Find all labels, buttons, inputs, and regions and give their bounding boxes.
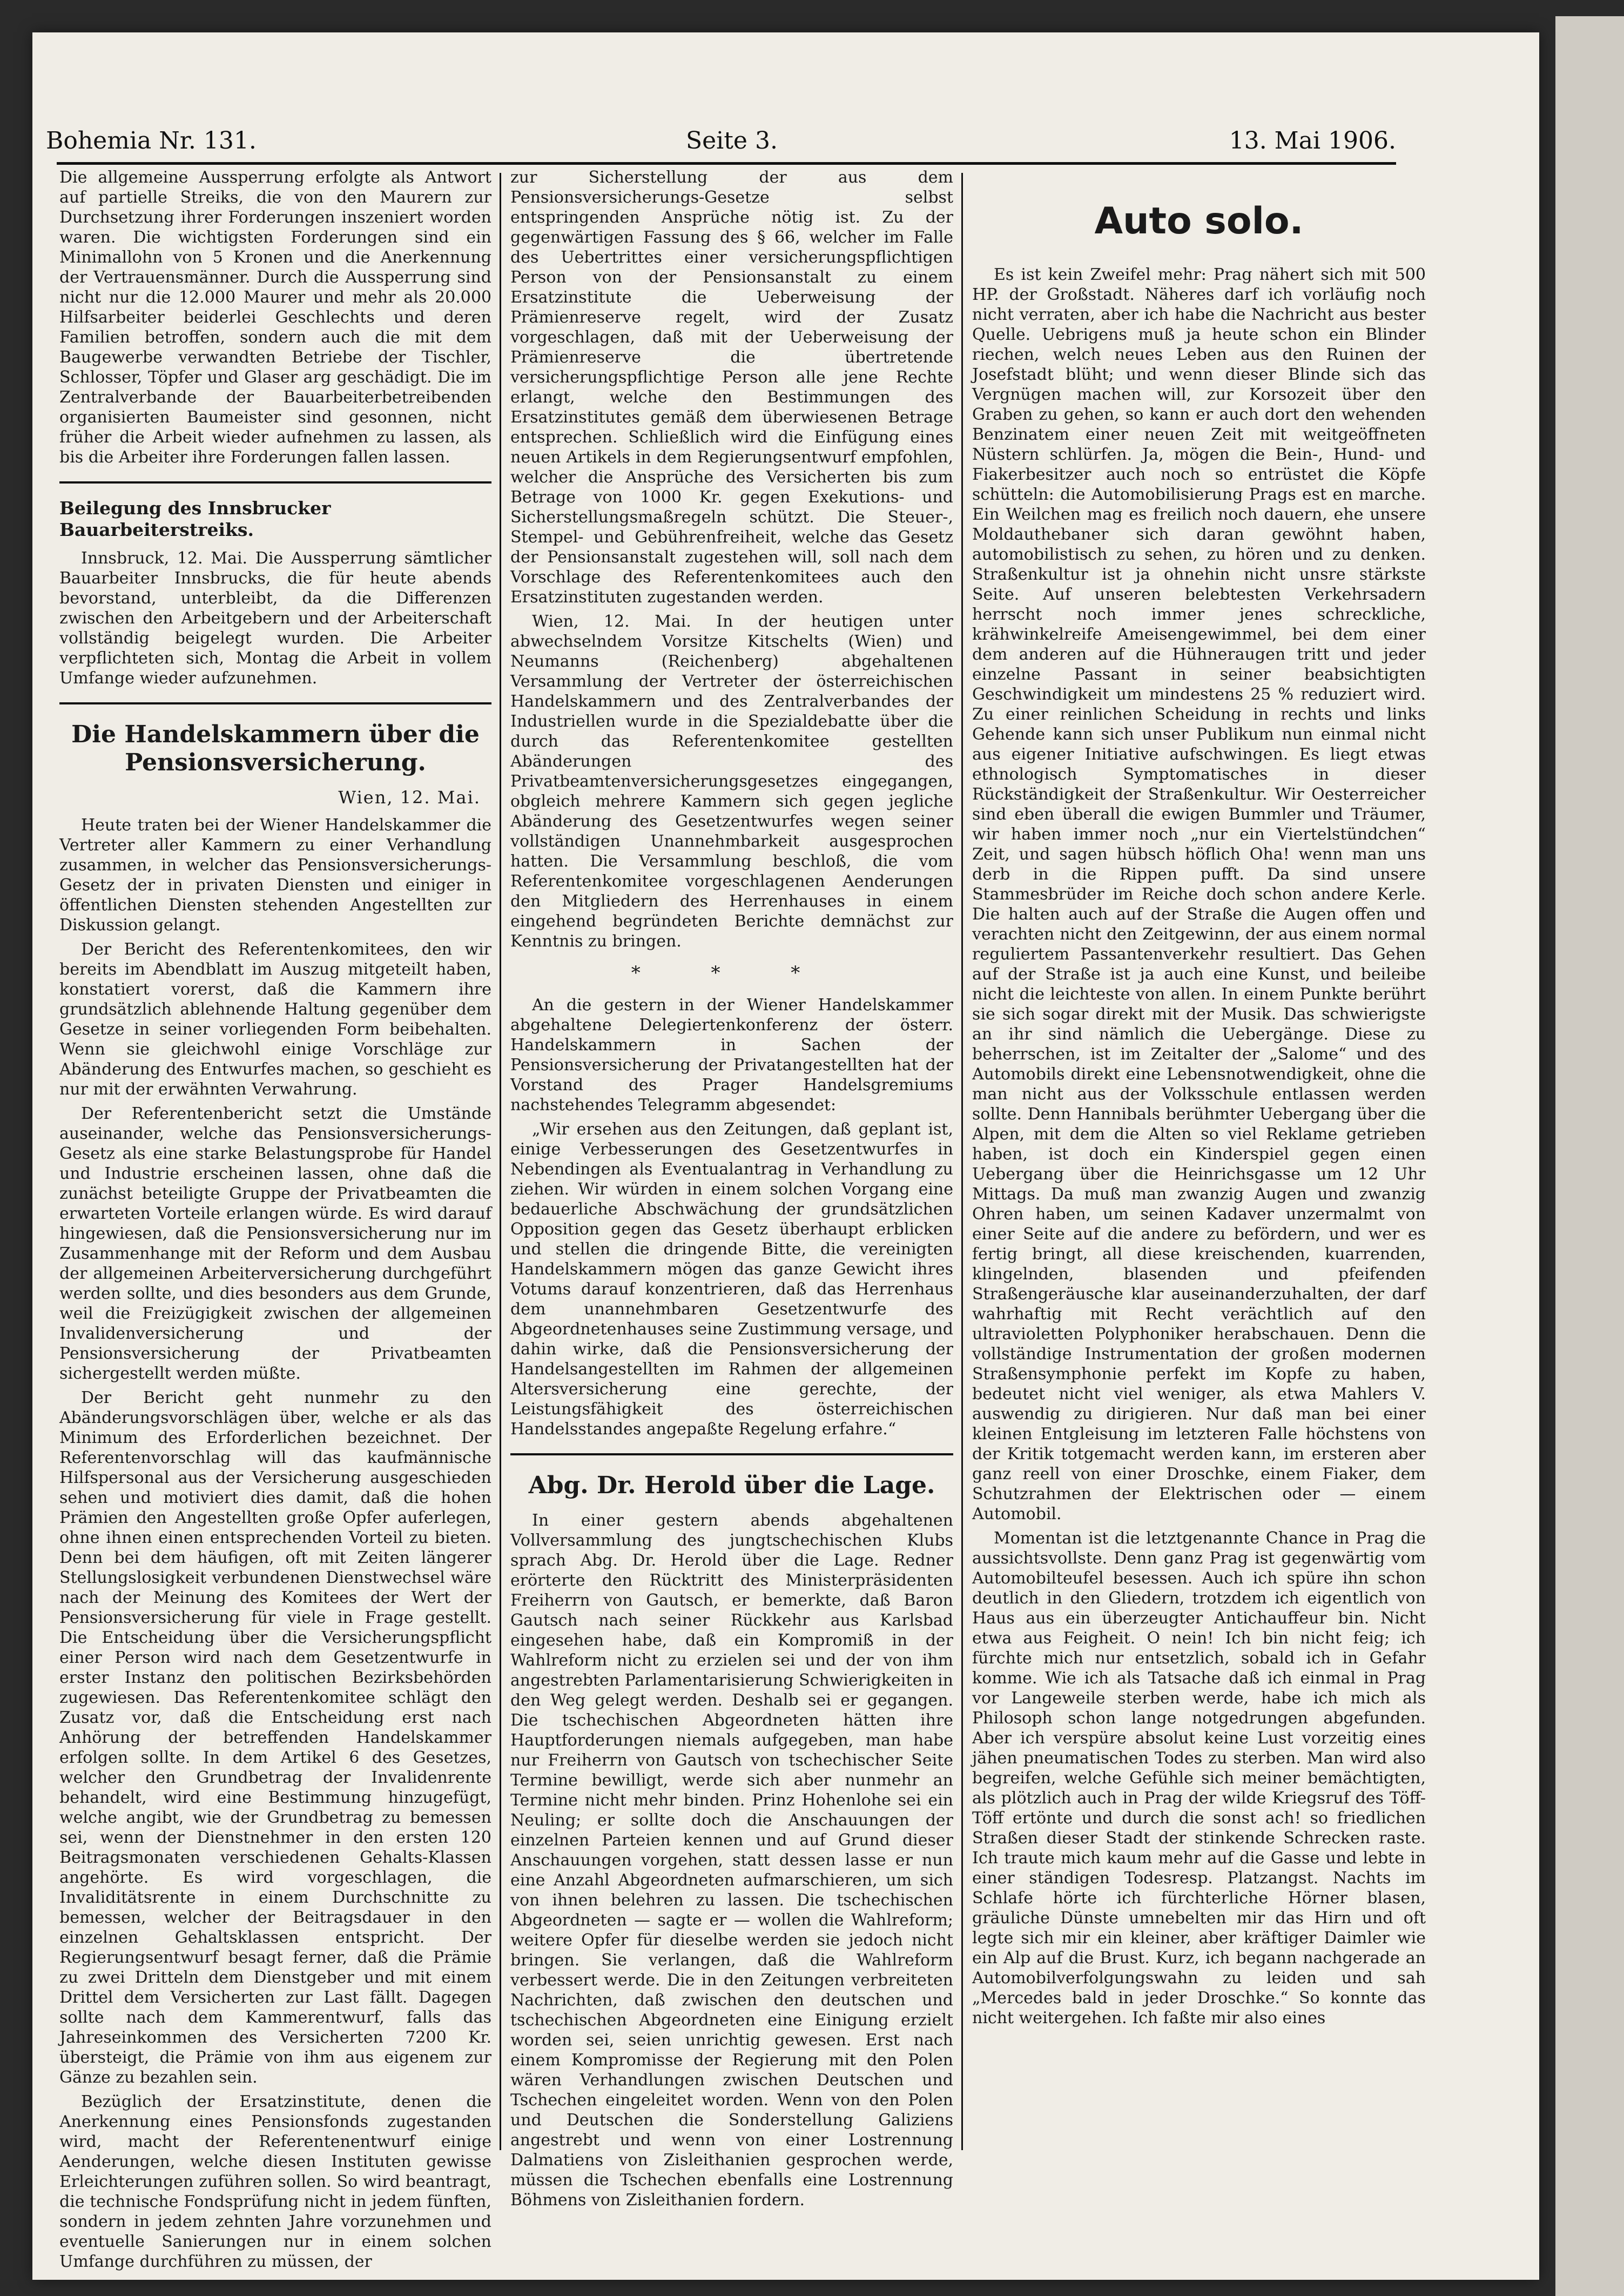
header-rule — [57, 162, 1396, 165]
article-text: Innsbruck, 12. Mai. Die Aussperrung sämtlicher Bauarbeiter Innsbrucks, die für heute abends bevorstand, unterbleibt, da die Differenzen zwischen den Arbeitgebern und der Arbeiterschaft vollständig beigelegt wurden. Die Arbeiter verpflichteten sich, Montag die Arbeit in vollem Umfange wieder aufzunehmen. — [59, 549, 491, 688]
article-text: zur Sicherstellung der aus dem Pensionsversicherungs-Gesetze selbst entspringenden Ansprüche nötig ist. Zu der gegenwärtigen Fassung des § 66, welcher im Falle des Uebertrittes einer versicherungspflichtigen Person von der Pensionsanstalt zu einem Ersatzinstitute die Ueberweisung der Prämienreserve regelt, wird der Zusatz vorgeschlagen, daß mit der Ueberweisung der Prämienreserve die übertretende versicherungspflichtige Person alle jene Rechte erlangt, welche den Bestimmungen des Ersatzinstitutes gemäß dem überwiesenen Betrage entsprechen. Schließlich wird die Einfügung eines neuen Artikels in dem Regierungsentwurf empfohlen, welcher die Ansprüche des Versicherten bis zum Betrage von 1000 Kr. gegen Exekutions- und Sicherstellungsmaßregeln schützt. Die Steuer-, Stempel- und Gebührenfreiheit, welche das Gesetz der Pensionsanstalt zugestehen will, soll nach dem Vorschlage des Referentenkomitees auch den Ersatzinstituten zugestanden werden. — [510, 168, 953, 607]
article-heading: Die Handelskammern über die Pensionsversicherung. — [71, 721, 480, 776]
page-header — [46, 116, 1396, 159]
adjacent-page-strip — [1555, 16, 1624, 2296]
article-text: Die allgemeine Aussperrung erfolgte als Antwort auf partielle Streiks, die von den Maurern zur Durchsetzung ihrer Forderungen inszeniert worden waren. Die wichtigsten Forderungen sind ein Minimallohn von 5 Kronen und die Anerkennung der Vertrauensmänner. Durch die Aussperrung sind nicht nur die 12.000 Maurer und mehr als 20.000 Hilfsarbeiter beiderlei Geschlechts und deren Familien betroffen, sondern auch die mit dem Baugewerbe verwandten Betriebe der Tischler, Schlosser, Töpfer und Glaser arg geschädigt. Die im Zentralverbande der Bauarbeiterbetreibenden organisierten Baumeister sind gesonnen, nicht früher die Arbeit wieder aufnehmen zu lassen, als bis die Arbeiter ihre Forderungen fallen lassen. — [59, 168, 491, 467]
section-stars: * * * — [631, 962, 833, 984]
article-text: Heute traten bei der Wiener Handelskammer die Vertreter aller Kammern zu einer Verhandlung zusammen, in welcher das Pensionsversicherungs-Gesetz der in privaten Diensten und einiger in öffentlichen Diensten stehenden Angestellten zur Diskussion gelangt. — [59, 816, 491, 935]
article-heading: Beilegung des Innsbrucker Bauarbeiterstreiks. — [59, 498, 331, 540]
column-1 — [59, 167, 491, 2271]
article-text: Es ist kein Zweifel mehr: Prag nähert sich mit 500 HP. der Großstadt. Näheres darf ich vorläufig noch nicht verraten, aber ich habe die Nachricht aus bester Quelle. Uebrigens muß ja heute schon ein Blinder riechen, welch neues Leben aus den Ruinen der Josefstadt blüht; und wenn dieser Blinde sich das Vergnügen machen will, zur Korsozeit über den Graben zu gehen, so kann er auch dort den wehenden Benzinatem einer neuen Zeit mit weitgeöffneten Nüstern schlürfen. Ja, mögen die Bein-, Hund- und Fiakerbesitzer auch noch so entrüstet die Köpfe schütteln: die Automobilisierung Prags est en marche. Ein Weilchen mag es freilich noch dauern, ehe unsere Moldauthebaner sich daran gewöhnt haben, automobilistisch zu sehen, zu hören und zu denken. Straßenkultur ist ja ohnehin nicht unsre stärkste Seite. Auf unseren belebtesten Verkehrsadern herrscht noch immer jenes schreckliche, krähwinkelreife Ameisengewimmel, bei dem einer dem anderen auf die Hühneraugen tritt und jeder einzelne Passant in seiner beabsichtigten Geschwindigkeit um mindestens 25 % reduziert wird. Zu einer reinlichen Scheidung in rechts und links Gehende kann sich unser Publikum nun einmal nicht aus eigener Initiative aufschwingen. Es liegt etwas ethnologisch Symptomatisches in dieser Rückständigkeit der Straßenkultur. Wir Oesterreicher sind eben überall die ewigen Bummler und Träumer, wir haben immer noch „nur ein Viertelstündchen“ Zeit, und sagen hübsch höflich Oha! wenn man uns derb in die Rippen pufft. Da sind unsere Stammesbrüder im Reiche doch schon andere Kerle. Die halten auch auf der Straße die Augen offen und verachten nicht den Zeitgewinn, der aus einem normal reguliertem Passantenverkehr resultiert. Das Gehen auf der Straße ist ja auch eine Kunst, und beileibe nicht die leichteste von allen. In einem Punkte berührt sie sich sogar direkt mit der Musik. Das schwierigste an ihr sind nämlich die Uebergänge. Diese zu beherrschen, ist im Zeitalter der „Salome“ und des Automobils direkt eine Lebensnotwendigkeit, ohne die man nicht aus der Volksschule entlassen werden sollte. Denn Hannibals berühmter Uebergang über die Alpen, mit dem die Alten so viel Reklame getrieben haben, ist doch ein Kinderspiel gegen einen Uebergang über die Heinrichsgasse um 12 Uhr Mittags. Da muß man zwanzig Augen und zwanzig Ohren haben, um seinen Kadaver unzermalmt von einer Seite auf die andere zu befördern, und wer es fertig bringt, all diese kreischenden, kuarrenden, klingelnden, blasenden und pfeifenden Straßengeräusche klar auseinanderzuhalten, der darf wahrhaftig mit Recht verächtlich auf den ultravioletten Polyphoniker herabschauen. Denn die vollständige Instrumentation der großen modernen Straßensymphonie perfekt im Kopfe zu haben, bedeutet nicht viel weniger, als etwa Mahlers V. auswendig zu dirigieren. Nur daß man bei einer kleinen Entgleisung im letzteren Falle höchstens von der Kritik totgemacht werden kann, im ersteren aber ganz reell von einer Droschke, einem Fiaker, dem Schutzrahmen der Elektrischen oder — einem Automobil. — [972, 265, 1426, 1523]
feuilleton-title: Auto solo. — [1094, 200, 1304, 243]
column-3 — [972, 167, 1426, 2156]
article-heading: Abg. Dr. Herold über die Lage. — [528, 1472, 935, 1499]
article-separator — [59, 481, 491, 484]
article-separator — [59, 702, 491, 704]
article-separator — [510, 1453, 953, 1455]
article-text: Der Bericht geht nunmehr zu den Abänderungsvorschlägen über, welche er als das Minimum des Erforderlichen bezeichnet. Der Referentenvorschlag will das kaufmännische Hilfspersonal aus der Versicherung ausgeschieden sehen und motiviert dies damit, daß die hohen Prämien den Angestellten große Opfer auferlegen, ohne ihnen einen entsprechenden Vorteil zu bieten. Denn bei dem häufigen, oft mit Zeiten längerer Stellungslosigkeit verbundenen Dienstwechsel wäre nach der Meinung des Komitees der Wert der Pensionsversicherung für viele in Frage gestellt. Die Entscheidung über die Versicherungspflicht einer Person wird nach dem Gesetzentwurfe in erster Instanz den politischen Bezirksbehörden zugewiesen. Das Referentenkomitee schlägt den Zusatz vor, daß die Entscheidung erst nach Anhörung der betreffenden Handelskammer erfolgen sollte. In dem Artikel 6 des Gesetzes, welcher den Grundbetrag der Invalidenrente behandelt, wird eine Bestimmung hinzugefügt, welche angibt, wie der Grundbetrag zu bemessen sei, wenn der Dienstnehmer in den ersten 120 Beitragsmonaten verschiedenen Gehalts-Klassen angehörte. Es wird vorgeschlagen, die Invaliditätsrente in einem Durchschnitte zu bemessen, welcher der Beitragsdauer in den einzelnen Gehaltsklassen entspricht. Der Regierungsentwurf besagt ferner, daß die Prämie zu zwei Dritteln dem Dienstgeber und mit einem Drittel dem Versicherten zur Last fällt. Dagegen sollte nach dem Kammerentwurf, falls das Jahreseinkommen des Versicherten 7200 Kr. übersteigt, die Prämie von ihm aus eigenem zur Gänze zu bezahlen sein. — [59, 1388, 491, 2087]
column-divider-2 — [961, 173, 963, 2150]
article-text: An die gestern in der Wiener Handelskammer abgehaltene Delegiertenkonferenz der österr. Handelskammern in Sachen der Pensionsversicherung der Privatangestellten hat der Vorstand des Prager Handelsgremiums nachstehendes Telegramm abgesendet: — [510, 996, 953, 1115]
header-page-number: Seite 3. — [686, 127, 778, 155]
article-text: Wien, 12. Mai. In der heutigen unter abwechselndem Vorsitze Kitschelts (Wien) und Neumanns (Reichenberg) abgehaltenen Versammlung der Vertreter der österreichischen Handelskammern und des Zentralverbandes der Industriellen wurde in die Spezialdebatte über die durch das Referentenkomitee gestellten Abänderungen des Privatbeamtenversicherungsgesetzes eingegangen, obgleich mehrere Kammern sich gegen jegliche Abänderung des Gesetzentwurfes wegen seiner vollständigen Unannehmbarkeit ausgesprochen hatten. Die Versammlung beschloß, die vom Referentenkomitee vorgeschlagenen Aenderungen den Mitgliedern des Herrenhauses in einem eingehend begründeten Berichte demnächst zur Kenntnis zu bringen. — [510, 612, 953, 951]
dateline: Wien, 12. Mai. — [338, 787, 481, 808]
column-2 — [510, 167, 953, 2210]
article-text: „Wir ersehen aus den Zeitungen, daß geplant ist, einige Verbesserungen des Gesetzentwurfes in Nebendingen als Eventualantrag in Verhandlung zu ziehen. Wir würden in einem solchen Vorgang eine bedauerliche Abschwächung der grundsätzlichen Opposition gegen das Gesetz überhaupt erblicken und stellen die dringende Bitte, die vereinigten Handelskammern mögen das ganze Gewicht ihres Votums darauf konzentrieren, daß das Herrenhaus dem unannehmbaren Gesetzentwurfe des Abgeordnetenhauses seine Zustimmung versage, und dahin wirke, daß die Pensionsversicherung der Handelsangestellten im Rahmen der allgemeinen Altersversicherung eine gerechte, der Leistungsfähigkeit des österreichischen Handelsstandes angepaßte Regelung erfahre.“ — [510, 1120, 953, 1439]
article-text: Der Referentenbericht setzt die Umstände auseinander, welche das Pensionsversicherungs-Gesetz als eine starke Belastungsprobe für Handel und Industrie erscheinen lassen, ohne daß die zunächst beteiligte Gruppe der Privatbeamten die erwarteten Vorteile erlangen würde. Es wird darauf hingewiesen, daß die Pensionsversicherung nur im Zusammenhange mit der Reform und dem Ausbau der allgemeinen Arbeiterversicherung durchgeführt werden sollte, und dies besonders aus dem Grunde, weil die Freizügigkeit zwischen der allgemeinen Invalidenversicherung und der Pensionsversicherung der Privatbeamten sichergestellt werden müßte. — [59, 1104, 491, 1383]
header-masthead: Bohemia Nr. 131. — [46, 127, 257, 155]
article-text: Momentan ist die letztgenannte Chance in Prag die aussichtsvollste. Denn ganz Prag ist gegenwärtig vom Automobilteufel besessen. Auch ich spüre ihn schon deutlich in den Gliedern, trotzdem ich eigentlich von Haus aus ein überzeugter Antichauffeur bin. Nicht etwa aus Feigheit. O nein! Ich bin nicht feig; ich fürchte mich nur entsetzlich, sobald ich in Gefahr komme. Wie ich als Tatsache daß ich einmal in Prag vor Langeweile sterben werde, habe ich mich als Philosoph schon lange notgedrungen abgefunden. Aber ich verspüre absolut keine Lust vorzeitig eines jähen pneumatischen Todes zu sterben. Man wird also begreifen, welche Gefühle sich meiner bemächtigten, als plötzlich auch in Prag der wilde Kriegsruf des Töff-Töff ertönte und durch die sonst ach! so friedlichen Straßen dieser Stadt der stinkende Schrecken raste. Ich traute mich kaum mehr auf die Gasse und lebte in einer ständigen Todesresp. Platzangst. Nachts im Schlafe hörte ich fürchterliche Hörner blasen, gräuliche Dünste umnebelten mir das Hirn und oft legte sich mir ein kleiner, aber kräftiger Daimler wie ein Alp auf die Brust. Kurz, ich begann nachgerade an Automobilverfolgungswahn zu leiden und sah „Mercedes bald in jeder Droschke.“ So konnte das nicht weitergehen. Ich faßte mir also eines — [972, 1529, 1426, 2028]
article-text: Der Bericht des Referentenkomitees, den wir bereits im Abendblatt im Auszug mitgeteilt haben, konstatiert vorerst, daß die Kammern ihre grundsätzlich ablehnende Haltung gegenüber dem Gesetze in seiner vorliegenden Form beibehalten. Wenn sie gleichwohl einige Vorschläge zur Abänderung des Entwurfes machen, so geschieht es nur mit der erwähnten Verwahrung. — [59, 940, 491, 1099]
header-date: 13. Mai 1906. — [1229, 127, 1396, 155]
article-text: Bezüglich der Ersatzinstitute, denen die Anerkennung eines Pensionsfonds zugestanden wird, macht der Referentenentwurf einige Aenderungen, welche diesen Instituten gewisse Erleichterungen zuführen sollen. So wird beantragt, die technische Fondsprüfung nicht in jedem fünften, sondern in jedem zehnten Jahre vorzunehmen und eventuelle Sanierungen nur in einem solchen Umfange durchführen zu müssen, der — [59, 2092, 491, 2271]
column-divider-1 — [500, 173, 501, 2150]
article-text: In einer gestern abends abgehaltenen Vollversammlung des jungtschechischen Klubs sprach Abg. Dr. Herold über die Lage. Redner erörterte den Rücktritt des Ministerpräsidenten Freiherrn von Gautsch, er bemerkte, daß Baron Gautsch nach seiner Rückkehr aus Karlsbad eingesehen habe, daß ein Kompromiß in der Wahlreform nicht zu erzielen sei und der von ihm angestrebten Parlamentarisierung Schwierigkeiten in den Weg gelegt werden. Deshalb sei er gegangen. Die tschechischen Abgeordneten hätten ihre Hauptforderungen niemals aufgegeben, man habe nur Freiherrn von Gautsch von tschechischer Seite Termine bewilligt, werde sich aber nunmehr an Termine nicht mehr binden. Prinz Hohenlohe sei ein Neuling; er sollte doch die Anschauungen der einzelnen Parteien kennen und auf Grund dieser Anschauungen vorgehen, statt dessen lasse er nun eine Anzahl Abgeordneten aufmarschieren, um sich von ihnen belehren zu lassen. Die tschechischen Abgeordneten — sagte er — wollen die Wahlreform; weitere Opfer für dieselbe werden sie jedoch nicht bringen. Sie verlangen, daß die Wahlreform verbessert werde. Die in den Zeitungen verbreiteten Nachrichten, daß zwischen den deutschen und tschechischen Abgeordneten eine Einigung erzielt worden sei, seien unrichtig gewesen. Erst nach einem Kompromisse der Regierung mit den Polen wären Verhandlungen zwischen Deutschen und Tschechen eingeleitet worden. Wenn von den Polen und Deutschen die Sonderstellung Galiziens angestrebt und wenn von einer Lostrennung Dalmatiens von Zisleithanien gesprochen werde, müssen die Tschechen ebenfalls eine Lostrennung Böhmens von Zisleithanien fordern. — [510, 1511, 953, 2210]
